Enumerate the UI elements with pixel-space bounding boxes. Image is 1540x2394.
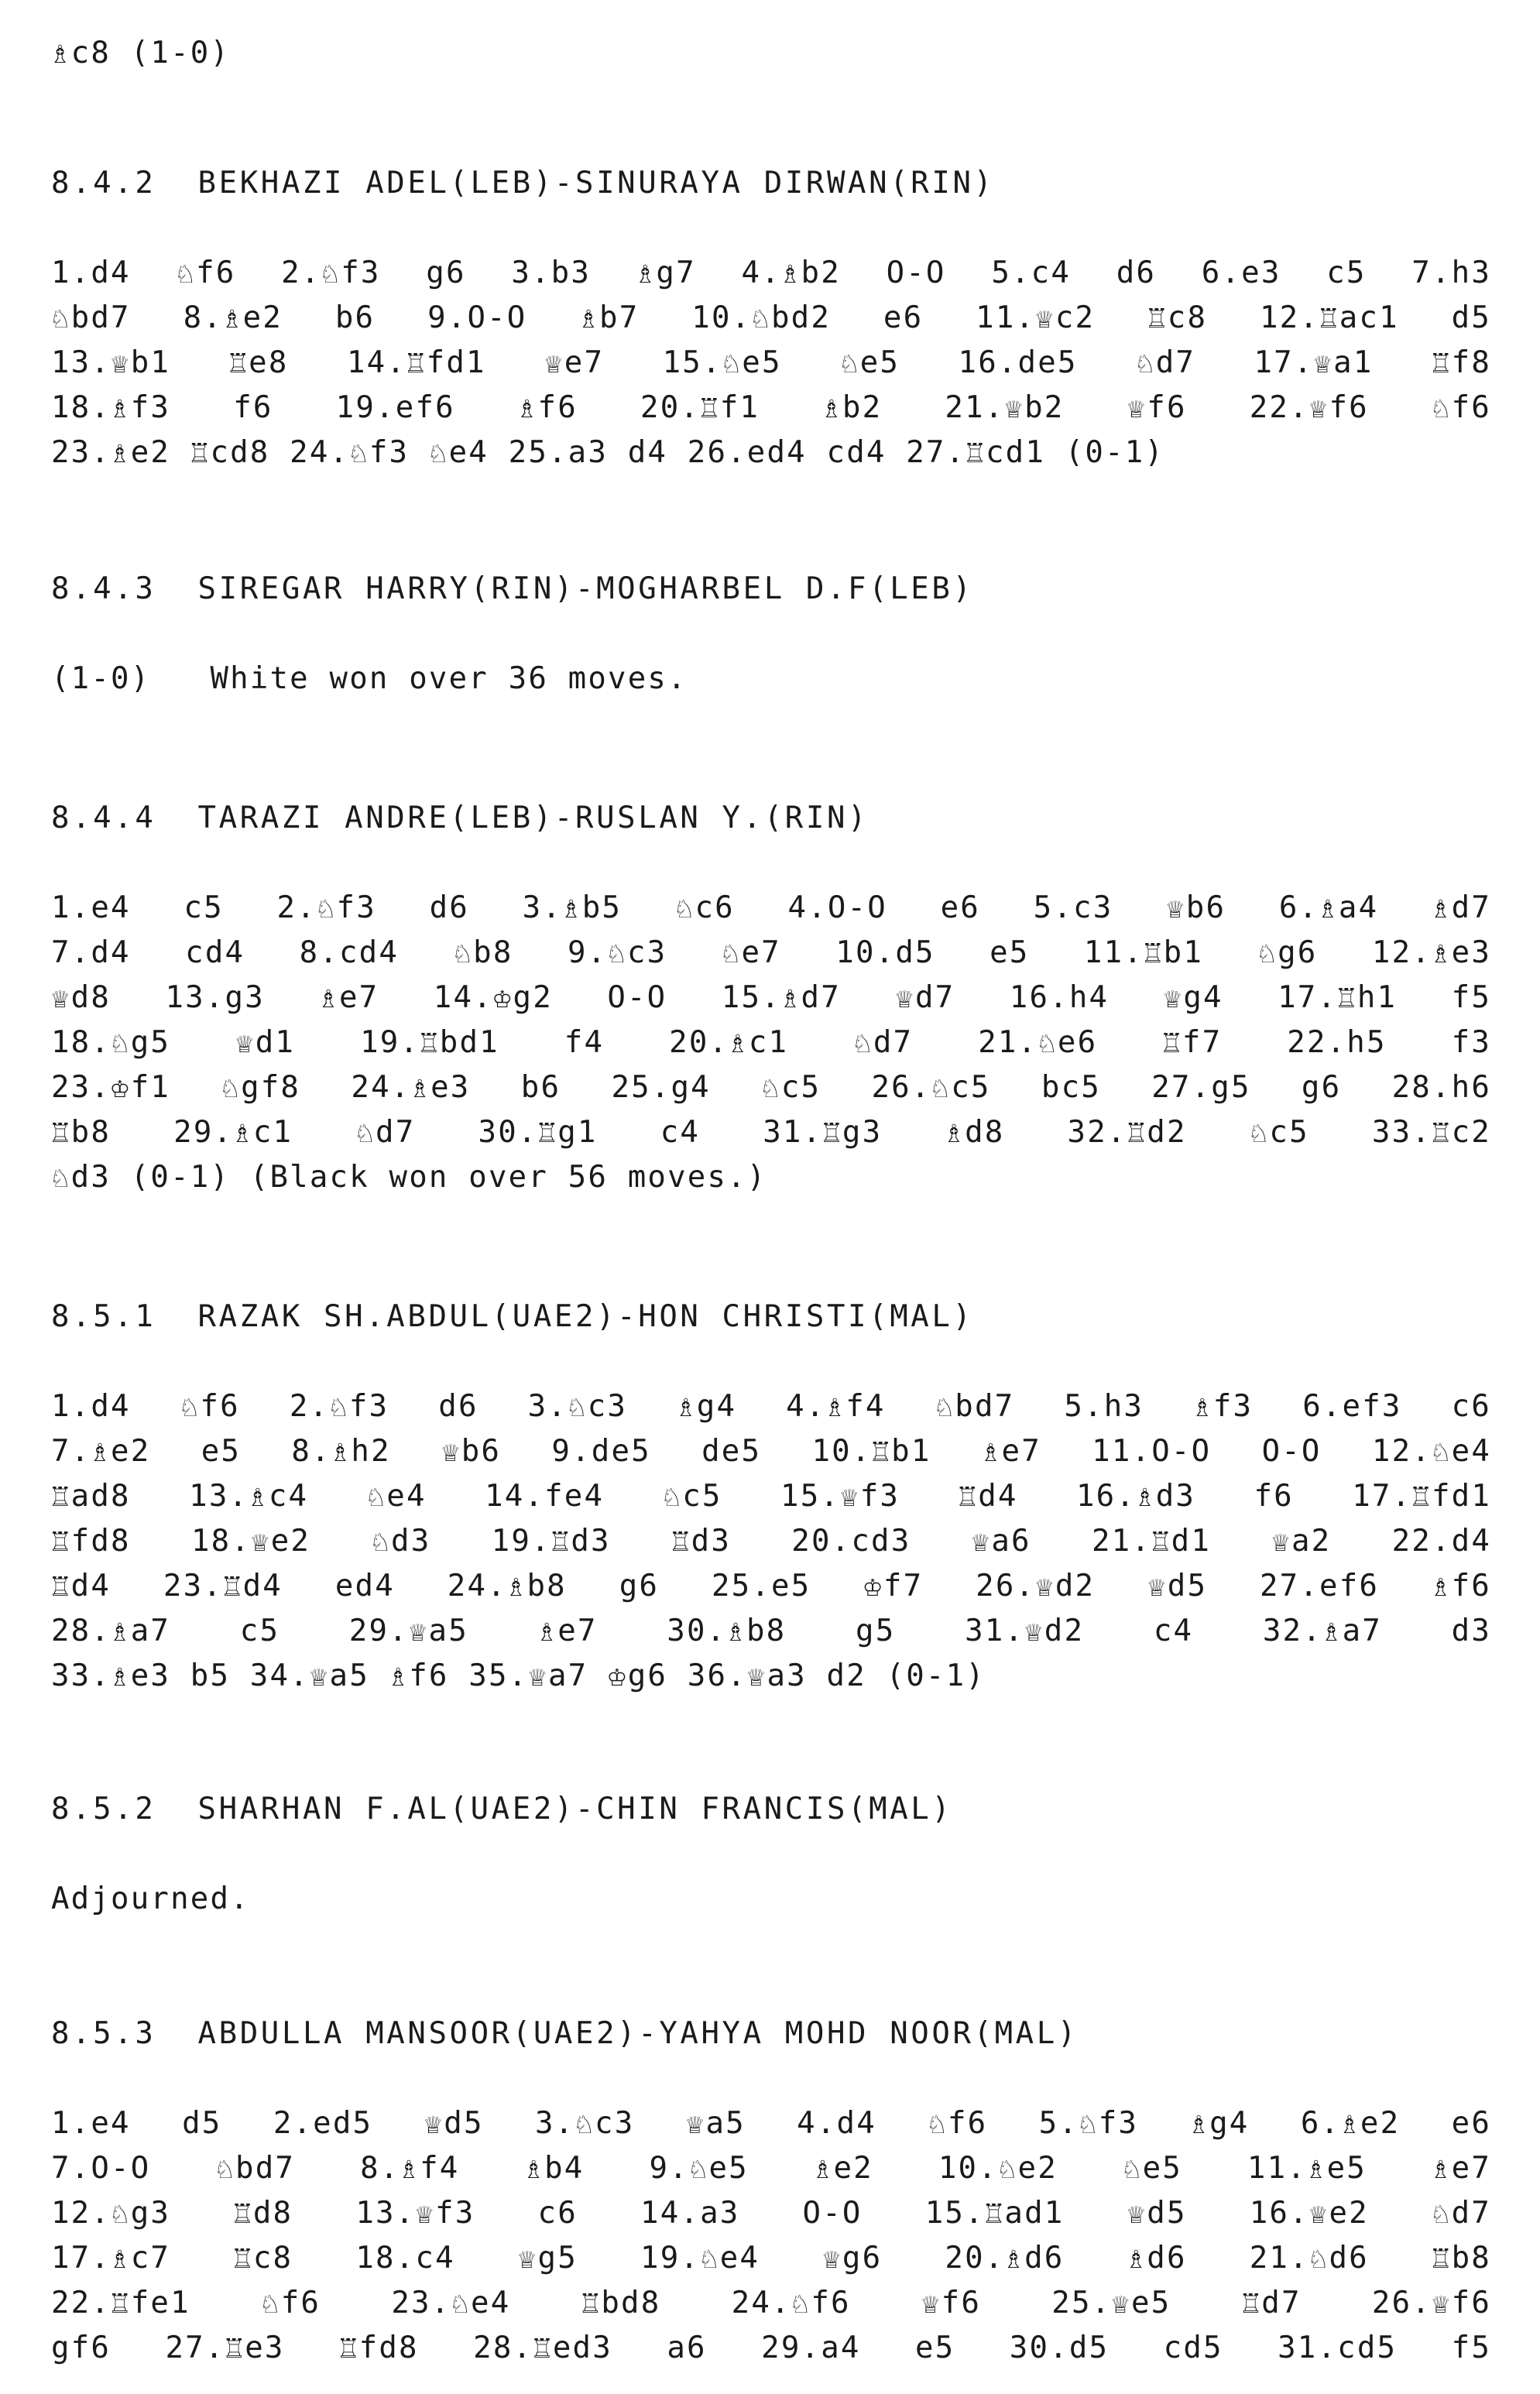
game-8-4-2 — [51, 161, 1491, 475]
move-line: 23.♔f1 ♘gf8 24.♗e3 b6 25.g4 ♘c5 26.♘c5 bc5 27.g5 g6 28.h6 — [51, 1070, 1491, 1105]
move-line: ♖ad8 13.♗c4 ♘e4 14.fe4 ♘c5 15.♕f3 ♖d4 16.♗d3 f6 17.♖fd1 — [51, 1479, 1491, 1514]
move-line: ♖fd8 18.♕e2 ♘d3 19.♖d3 ♖d3 20.cd3 ♕a6 21.♖d1 ♕a2 22.d4 — [51, 1524, 1491, 1559]
game-8-4-4 — [51, 796, 1491, 1200]
move-line: 12.♘g3 ♖d8 13.♕f3 c6 14.a3 O-O 15.♖ad1 ♕d5 16.♕e2 ♘d7 — [51, 2196, 1491, 2231]
game-8-5-3 — [51, 2012, 1491, 2371]
move-line: ♖d4 23.♖d4 ed4 24.♗b8 g6 25.e5 ♔f7 26.♕d2 ♕d5 27.ef6 ♗f6 — [51, 1569, 1491, 1603]
move-list — [51, 1877, 1491, 1922]
move-line: 7.d4 cd4 8.cd4 ♘b8 9.♘c3 ♘e7 10.d5 e5 11.♖b1 ♘g6 12.♗e3 — [51, 935, 1491, 970]
move-line: ♘d3 (0-1) (Black won over 56 moves.) — [51, 1160, 767, 1195]
game-header: 8.5.1 RAZAK SH.ABDUL(UAE2)-HON CHRISTI(MAL) — [51, 1299, 974, 1334]
game-8-5-2 — [51, 1787, 1491, 1922]
game-status-note: Adjourned. — [51, 1881, 250, 1916]
move-line: 7.♗e2 e5 8.♗h2 ♕b6 9.de5 de5 10.♖b1 ♗e7 11.O-O O-O 12.♘e4 — [51, 1434, 1491, 1469]
move-line: 18.♘g5 ♕d1 19.♖bd1 f4 20.♗c1 ♘d7 21.♘e6 ♖f7 22.h5 f3 — [51, 1025, 1491, 1060]
move-line: 1.d4 ♘f6 2.♘f3 d6 3.♘c3 ♗g4 4.♗f4 ♘bd7 5.h3 ♗f3 6.ef3 c6 — [51, 1389, 1491, 1424]
game-header: 8.4.4 TARAZI ANDRE(LEB)-RUSLAN Y.(RIN) — [51, 801, 869, 835]
game-header: 8.4.3 SIREGAR HARRY(RIN)-MOGHARBEL D.F(LEB) — [51, 571, 974, 606]
move-line: gf6 27.♖e3 ♖fd8 28.♖ed3 a6 29.a4 e5 30.d5 cd5 31.cd5 f5 — [51, 2331, 1491, 2365]
move-line: ♘bd7 8.♗e2 b6 9.O-O ♗b7 10.♘bd2 e6 11.♕c2 ♖c8 12.♖ac1 d5 — [51, 300, 1491, 335]
move-list — [51, 1384, 1491, 1699]
move-line: ♖b8 29.♗c1 ♘d7 30.♖g1 c4 31.♖g3 ♗d8 32.♖d2 ♘c5 33.♖c2 — [51, 1115, 1491, 1150]
move-line: 1.d4 ♘f6 2.♘f3 g6 3.b3 ♗g7 4.♗b2 O-O 5.c4 d6 6.e3 c5 7.h3 — [51, 256, 1491, 290]
move-line: 17.♗c7 ♖c8 18.c4 ♕g5 19.♘e4 ♕g6 20.♗d6 ♗d6 21.♘d6 ♖b8 — [51, 2241, 1491, 2276]
move-line: 28.♗a7 c5 29.♕a5 ♗e7 30.♗b8 g5 31.♕d2 c4 32.♗a7 d3 — [51, 1614, 1491, 1648]
move-list — [51, 251, 1491, 475]
game-result-note: (1-0) White won over 36 moves. — [51, 661, 688, 696]
previous-game-result: ♗c8 (1-0) — [51, 36, 231, 70]
move-line: 7.O-O ♘bd7 8.♗f4 ♗b4 9.♘e5 ♗e2 10.♘e2 ♘e5 11.♗e5 ♗e7 — [51, 2151, 1491, 2186]
move-list — [51, 2101, 1491, 2371]
game-header: 8.5.2 SHARHAN F.AL(UAE2)-CHIN FRANCIS(MAL) — [51, 1792, 953, 1826]
move-line: 23.♗e2 ♖cd8 24.♘f3 ♘e4 25.a3 d4 26.ed4 cd4 27.♖cd1 (0-1) — [51, 435, 1165, 470]
move-line: 1.e4 c5 2.♘f3 d6 3.♗b5 ♘c6 4.O-O e6 5.c3 ♕b6 6.♗a4 ♗d7 — [51, 890, 1491, 925]
game-8-5-1 — [51, 1295, 1491, 1699]
game-8-4-3 — [51, 567, 1491, 701]
move-line: 22.♖fe1 ♘f6 23.♘e4 ♖bd8 24.♘f6 ♕f6 25.♕e5 ♖d7 26.♕f6 — [51, 2286, 1491, 2320]
game-header: 8.4.2 BEKHAZI ADEL(LEB)-SINURAYA DIRWAN(RIN) — [51, 166, 995, 201]
move-line: 1.e4 d5 2.ed5 ♕d5 3.♘c3 ♕a5 4.d4 ♘f6 5.♘f3 ♗g4 6.♗e2 e6 — [51, 2106, 1491, 2141]
move-list — [51, 886, 1491, 1200]
move-line: 33.♗e3 b5 34.♕a5 ♗f6 35.♕a7 ♔g6 36.♕a3 d2 (0-1) — [51, 1658, 986, 1693]
move-list — [51, 657, 1491, 701]
game-header: 8.5.3 ABDULLA MANSOOR(UAE2)-YAHYA MOHD NOOR(MAL) — [51, 2016, 1079, 2051]
move-line: ♕d8 13.g3 ♗e7 14.♔g2 O-O 15.♗d7 ♕d7 16.h4 ♕g4 17.♖h1 f5 — [51, 980, 1491, 1015]
move-line: 13.♕b1 ♖e8 14.♖fd1 ♕e7 15.♘e5 ♘e5 16.de5 ♘d7 17.♕a1 ♖f8 — [51, 345, 1491, 380]
move-line: 18.♗f3 f6 19.ef6 ♗f6 20.♖f1 ♗b2 21.♕b2 ♕f6 22.♕f6 ♘f6 — [51, 390, 1491, 425]
